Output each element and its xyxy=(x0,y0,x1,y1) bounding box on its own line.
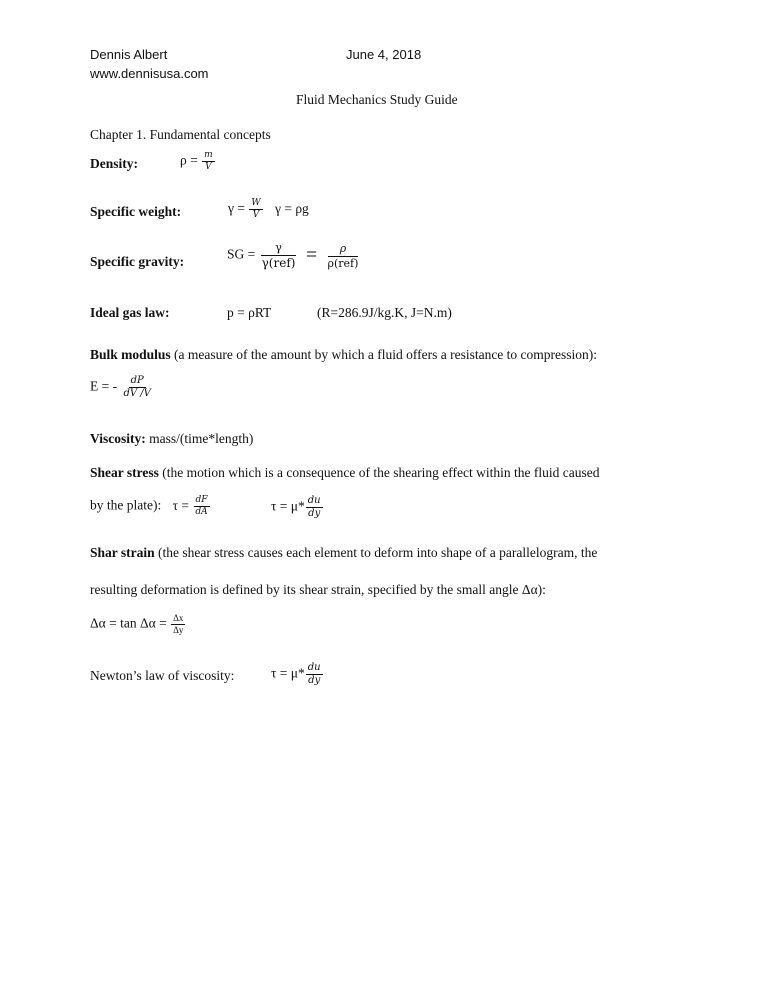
ideal-gas-label: Ideal gas law: xyxy=(90,305,170,320)
author-name: Dennis Albert xyxy=(90,47,168,62)
document-date: June 4, 2018 xyxy=(346,47,422,62)
density-row xyxy=(90,156,138,172)
bulk-modulus-numerator: dP xyxy=(130,375,144,386)
newton-formula xyxy=(271,663,324,686)
shear-stress-denominator-2: dy xyxy=(308,508,321,519)
density-fraction xyxy=(202,151,215,172)
density-label: Density: xyxy=(90,156,138,171)
chapter-heading: Chapter 1. Fundamental concepts xyxy=(90,127,271,142)
viscosity-description: mass/(time*length) xyxy=(145,431,254,446)
bulk-modulus-formula xyxy=(90,376,154,399)
density-formula xyxy=(180,151,216,172)
specific-weight-numerator: W xyxy=(251,198,261,208)
shear-stress-numerator-1: dF xyxy=(195,495,208,505)
shear-stress-label: Shear stress xyxy=(90,465,159,480)
sg-equals: = xyxy=(305,244,318,266)
sg-numerator-1: γ xyxy=(261,242,296,256)
shear-stress-numerator-2: du xyxy=(307,495,321,506)
newton-denominator: dy xyxy=(308,675,321,686)
shear-strain-numerator: Δx xyxy=(173,613,184,623)
newton-label: Newton’s law of viscosity: xyxy=(90,668,235,683)
shear-strain-denominator: Δy xyxy=(173,625,184,635)
shear-stress-denominator-1: dA xyxy=(195,507,208,517)
bulk-modulus-label: Bulk modulus xyxy=(90,347,171,362)
shear-strain-lhs: Δα = tan Δα = xyxy=(90,615,167,631)
shear-strain-label: Shar strain xyxy=(90,545,155,560)
shear-stress-formula-2 xyxy=(271,496,324,519)
viscosity-row xyxy=(90,431,253,447)
newton-fraction xyxy=(306,663,323,686)
specific-weight-denominator: V xyxy=(252,210,260,220)
specific-weight-alt: γ = ρg xyxy=(274,200,309,216)
sg-denominator-1: γ(ref) xyxy=(261,256,296,270)
sg-denominator-2: ρ(ref) xyxy=(327,256,359,270)
shear-strain-row xyxy=(90,545,597,561)
newton-lhs: τ = μ* xyxy=(271,665,305,681)
newton-numerator: du xyxy=(307,662,321,673)
bulk-modulus-denominator: dV /V xyxy=(123,388,151,399)
density-denominator: V xyxy=(205,162,212,172)
density-numerator: m xyxy=(204,150,213,160)
specific-gravity-formula xyxy=(227,242,361,269)
density-lhs: ρ = xyxy=(180,152,198,168)
specific-weight-fraction xyxy=(249,199,262,220)
shear-strain-formula xyxy=(90,614,186,635)
bulk-modulus-fraction xyxy=(121,376,152,399)
bulk-modulus-row xyxy=(90,347,597,363)
shear-stress-lhs-1: τ = xyxy=(172,497,190,513)
specific-gravity-fraction-2 xyxy=(325,243,360,269)
shear-stress-row xyxy=(90,465,660,481)
shear-stress-fraction-2 xyxy=(306,496,323,519)
specific-gravity-lhs: SG = xyxy=(227,246,256,262)
shear-stress-fraction-1 xyxy=(193,496,209,517)
shear-stress-description-2: by the plate): xyxy=(90,497,162,513)
website-link[interactable]: www.dennisusa.com xyxy=(90,66,209,81)
specific-weight-lhs: γ = xyxy=(228,200,245,216)
ideal-gas-note: (R=286.9J/kg.K, J=N.m) xyxy=(317,305,452,320)
viscosity-label: Viscosity: xyxy=(90,431,146,446)
document-title: Fluid Mechanics Study Guide xyxy=(296,92,458,107)
specific-weight-formula xyxy=(228,199,309,220)
bulk-modulus-lhs: E = - xyxy=(90,378,118,394)
shear-stress-description: (the motion which is a consequence of the shearing effect within the fluid caused xyxy=(158,465,600,480)
shear-strain-description: (the shear stress causes each element to deform into shape of a parallelogram, the xyxy=(154,545,598,560)
specific-gravity-label: Specific gravity: xyxy=(90,254,185,269)
specific-gravity-fraction-1 xyxy=(260,242,298,269)
shear-strain-fraction xyxy=(171,614,185,635)
sg-numerator-2: ρ xyxy=(328,243,358,257)
shear-stress-lhs-2: τ = μ* xyxy=(271,498,305,514)
shear-stress-formula-row xyxy=(90,496,211,517)
bulk-modulus-description: (a measure of the amount by which a fluid offers a resistance to compression): xyxy=(170,347,598,362)
ideal-gas-formula: p = ρRT xyxy=(227,305,272,320)
specific-weight-label: Specific weight: xyxy=(90,204,182,219)
shear-strain-description-2: resulting deformation is defined by its shear strain, specified by the small angle Δα): xyxy=(90,582,546,597)
